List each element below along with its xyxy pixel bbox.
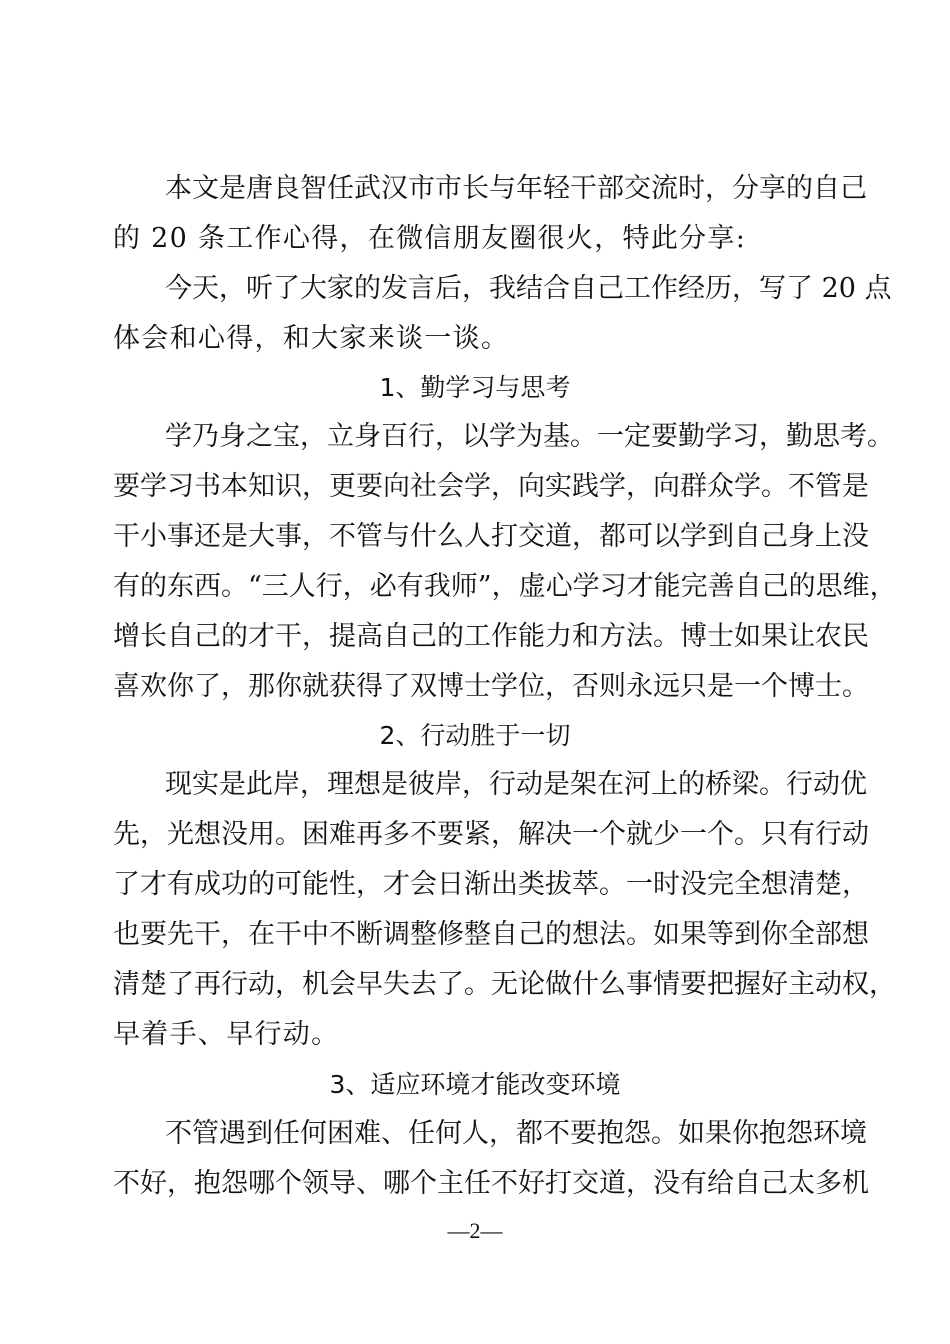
section-2-line-4: 也要先干，在干中不断调整修整自己的想法。如果等到你全部想 <box>113 919 869 950</box>
section-2-line-5: 清楚了再行动，机会早失去了。无论做什么事情要把握好主动权， <box>113 969 896 1000</box>
section-2-line-2: 先，光想没用。困难再多不要紧，解决一个就少一个。只有行动 <box>113 819 869 850</box>
intro-line-4: 体会和心得，和大家来谈一谈。 <box>113 323 510 354</box>
section-1-line-5: 增长自己的才干，提高自己的工作能力和方法。博士如果让农民 <box>113 621 869 652</box>
section-1-line-3: 干小事还是大事，不管与什么人打交道，都可以学到自己身上没 <box>113 521 869 552</box>
section-3-heading: 3、适应环境才能改变环境 <box>329 1070 621 1099</box>
section-2-line-1: 现实是此岸，理想是彼岸，行动是架在河上的桥梁。行动优 <box>165 769 867 800</box>
section-1-line-2: 要学习书本知识，更要向社会学，向实践学，向群众学。不管是 <box>113 471 869 502</box>
section-1-heading: 1、勤学习与思考 <box>379 373 571 402</box>
section-1-line-6: 喜欢你了，那你就获得了双博士学位，否则永远只是一个博士。 <box>113 671 869 702</box>
section-2-line-6: 早着手、早行动。 <box>113 1019 340 1050</box>
section-2-heading: 2、行动胜于一切 <box>379 721 571 750</box>
section-1-line-4: 有的东西。“三人行，必有我师”，虚心学习才能完善自己的思维， <box>113 571 897 602</box>
page-number: —2— <box>447 1218 503 1243</box>
intro-line-2: 的 20 条工作心得，在微信朋友圈很火，特此分享: <box>113 223 747 254</box>
section-1-line-1: 学乃身之宝，立身百行，以学为基。一定要勤学习，勤思考。 <box>165 421 894 452</box>
section-3-line-2: 不好，抱怨哪个领导、哪个主任不好打交道，没有给自己太多机 <box>113 1168 869 1199</box>
section-3-line-1: 不管遇到任何困难、任何人，都不要抱怨。如果你抱怨环境 <box>165 1118 867 1149</box>
intro-line-1: 本文是唐良智任武汉市市长与年轻干部交流时，分享的自己 <box>165 173 867 204</box>
intro-line-3: 今天，听了大家的发言后，我结合自己工作经历，写了 20 点 <box>165 273 892 304</box>
section-2-line-3: 了才有成功的可能性，才会日渐出类拔萃。一时没完全想清楚， <box>113 869 869 900</box>
